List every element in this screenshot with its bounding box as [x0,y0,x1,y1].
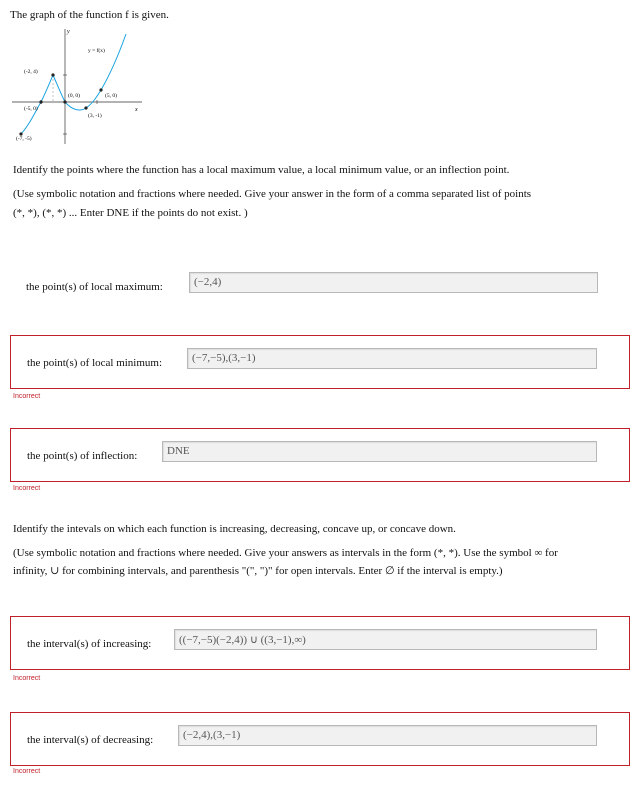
curve-label: y = f(x) [88,48,105,54]
part1-instructions: (*, *), (*, *) ... Enter DNE if the points do not exist. ) [13,207,248,219]
inflection-label: the point(s) of inflection: [27,450,138,462]
incorrect-status: Incorrect [13,768,41,775]
point-label: (0, 0) [68,93,80,99]
part1-instructions: (Use symbolic notation and fractions where needed. Give your answer in the form of a comma separated list of points [13,188,532,200]
increasing-input[interactable]: ((−7,−5)(−2,4)) ∪ ((3,−1),∞) [174,629,597,650]
point-dot [99,88,102,91]
increasing-field-box [10,616,630,670]
part1-question: Identify the points where the function has a local maximum value, a local minimum value, or an inflection point. [13,164,510,176]
point-label: (3, -1) [88,113,102,119]
local-min-label: the point(s) of local minimum: [27,357,163,369]
point-label: (-2, 4) [24,69,38,75]
local-min-field-box [10,335,630,389]
point-label: (-7, -5) [16,136,32,142]
problem-intro: The graph of the function f is given. [10,9,169,21]
x-axis-label: x [135,107,138,113]
incorrect-status: Incorrect [13,393,41,400]
point-dot [63,100,66,103]
increasing-label: the interval(s) of increasing: [27,638,152,650]
local-max-label: the point(s) of local maximum: [26,281,163,293]
inflection-input[interactable]: DNE [162,441,597,462]
local-max-input[interactable]: (−2,4) [189,272,598,293]
function-curve [21,34,126,134]
part2-instructions: (Use symbolic notation and fractions where needed. Give your answers as intervals in the form (*, *). Use the symbol ∞ for [13,547,558,559]
incorrect-status: Incorrect [13,485,41,492]
point-dot [84,106,87,109]
decreasing-label: the interval(s) of decreasing: [27,734,154,746]
part2-question: Identify the intevals on which each function is increasing, decreasing, concave up, or concave down. [13,523,456,535]
point-dot [39,100,42,103]
part2-instructions: infinity, ∪ for combining intervals, and parenthesis "(", ")" for open intervals. Enter ∅ if the interval is empty.) [13,565,503,577]
point-label: (5, 0) [105,93,117,99]
local-min-input[interactable]: (−7,−5),(3,−1) [187,348,597,369]
inflection-field-box [10,428,630,482]
point-label: (-5, 0) [24,106,38,112]
decreasing-input[interactable]: (−2,4),(3,−1) [178,725,597,746]
decreasing-field-box [10,712,630,766]
incorrect-status: Incorrect [13,675,41,682]
y-axis-label: y [67,29,70,35]
function-graph [10,24,145,149]
local-max-field-box [10,260,630,314]
point-dot [51,73,54,76]
